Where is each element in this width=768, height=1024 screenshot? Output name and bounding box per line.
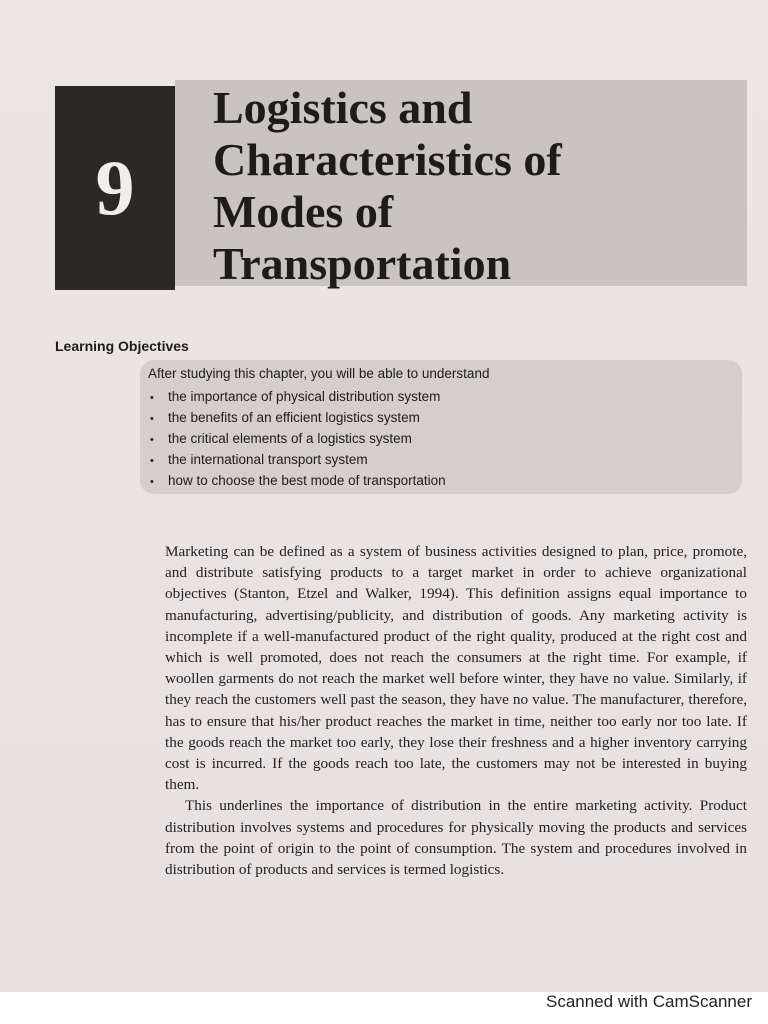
body-paragraph: Marketing can be defined as a system of business activities designed to plan, price, promote, and distribute satisfying products to a target market in order to achieve organizational objectives (Stanton, Etzel and Walker, 1994). This definition assigns equal importance to manufacturing, advertising/publicity, and distribution of goods. Any marketing activity is incomplete if a well-manufactured product of the right quality, produced at the right cost and which is well promoted, does not reach the consumers at the right time. For example, if woollen garments do not reach the market well before winter, they have no value. Similarly, if they reach the customers well past the season, they have no value. The manufacturer, therefore, has to ensure that his/her product reaches the market in time, neither too early nor too late. If the goods reach the market too early, they lose their freshness and a higher inventory carrying cost is incurred. If the goods reach too late, the customers may not be interested in buying them.: [165, 543, 747, 794]
chapter-title-line: Logistics and: [213, 82, 473, 133]
bullet-icon: •: [150, 413, 154, 425]
chapter-number-box: [55, 86, 175, 290]
list-item-text: the benefits of an efficient logistics system: [168, 410, 420, 425]
bullet-icon: •: [150, 434, 154, 446]
body-paragraph: This underlines the importance of distribution in the entire marketing activity. Product distribution involves systems and procedures for physically moving the products and services from the point of origin to the point of consumption. The system and procedures involved in distribution of products and services is termed logistics.: [165, 797, 747, 879]
list-item: [150, 449, 446, 470]
list-item: [150, 386, 446, 407]
learning-objectives-heading: Learning Objectives: [55, 338, 189, 354]
bullet-icon: •: [150, 392, 154, 404]
learning-objectives-list: [150, 386, 446, 491]
bullet-icon: •: [150, 455, 154, 467]
scanner-watermark: Scanned with CamScanner: [545, 992, 752, 1011]
list-item: [150, 428, 446, 449]
learning-objectives-intro: After studying this chapter, you will be able to understand: [148, 366, 490, 381]
chapter-title-line: Modes of: [213, 186, 394, 237]
list-item-text: how to choose the best mode of transportation: [168, 473, 446, 488]
chapter-title: [213, 82, 733, 290]
list-item-text: the international transport system: [168, 452, 368, 467]
chapter-number: 9: [95, 144, 135, 231]
list-item: [150, 470, 446, 491]
body-text: [165, 541, 747, 880]
bullet-icon: •: [150, 476, 154, 488]
chapter-title-line: Characteristics of: [213, 134, 562, 185]
chapter-title-line: Transportation: [213, 238, 512, 289]
list-item-text: the importance of physical distribution system: [168, 389, 441, 404]
list-item: [150, 407, 446, 428]
list-item-text: the critical elements of a logistics system: [168, 431, 412, 446]
